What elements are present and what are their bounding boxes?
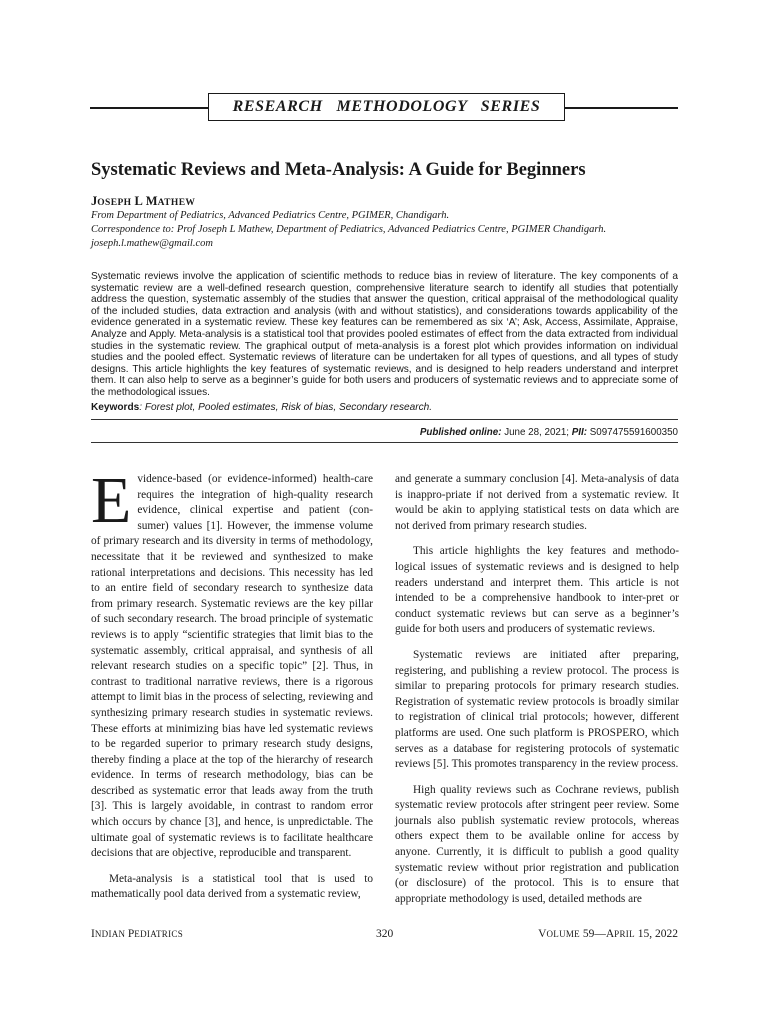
- article-title: Systematic Reviews and Meta-Analysis: A Guide for Beginners: [91, 160, 586, 180]
- paragraph: This article highlights the key features and methodo-logical issues of systematic reviews and is designed to help readers understand and interpret them. This article is not intended to be a comprehensive handbook to inter-pret or conduct systematic reviews but can serve as a beginner’s guide for both users and producers of systematic reviews.: [395, 545, 679, 636]
- author-name: JOSEPH L MATHEW: [91, 194, 196, 208]
- paragraph: and generate a summary conclusion [4]. Meta-analysis of data is inappro-priate if not derived from a systematic review. It would be akin to applying statistical tests on data which are not derived from primary research studies.: [395, 473, 679, 532]
- issue-info: VOLUME 59—APRIL 15, 2022: [538, 928, 678, 940]
- correspondence: Correspondence to: Prof Joseph L Mathew, Department of Pediatrics, Advanced Pediatrics Centre, PGIMER Chandigarh.: [91, 224, 607, 235]
- author-email[interactable]: joseph.l.mathew@gmail.com: [91, 238, 213, 249]
- keywords-label: Keywords: [91, 402, 140, 413]
- drop-cap: E: [91, 464, 132, 537]
- paragraph: Systematic reviews are initiated after preparing, registering, and publishing a review protocol. The process is similar to preparing protocols for primary research studies. Registration of systematic review protocols is broadly similar to registration of clinical trial protocols; however, different platforms are used. One such platform is PROSPERO, which serves as a database for registering protocols of systematic reviews [5]. This promotes transparency in the review process.: [395, 648, 679, 771]
- paragraph: Meta-analysis is a statistical tool that is used to mathematically pool data derived from a systematic review,: [91, 872, 373, 901]
- keywords: [91, 402, 678, 413]
- banner-rule-left: [90, 107, 208, 109]
- affiliation: From Department of Pediatrics, Advanced Pediatrics Centre, PGIMER, Chandigarh.: [91, 210, 450, 221]
- banner-rule-right: [565, 107, 678, 109]
- body-column-left: [91, 464, 373, 913]
- divider: [91, 419, 678, 420]
- page-number: 320: [376, 928, 394, 940]
- publication-info: Published online: June 28, 2021; PII: S097475591600350: [419, 427, 678, 438]
- body-column-right: [395, 472, 679, 917]
- keywords-value: : Forest plot, Pooled estimates, Risk of bias, Secondary research.: [139, 402, 433, 413]
- paragraph: High quality reviews such as Cochrane reviews, publish systematic review protocols after stringent peer review. Some journals also publish systematic review protocols, whereas others expect them to be available online for access by anyone. Currently, it is difficult to publish a good quality systematic review without prior registration and publication (or disclosure) of the protocol. This is to ensure that appropriate methodology is used, detailed methods are: [395, 783, 679, 905]
- series-banner: [90, 93, 678, 123]
- journal-name: INDIAN PEDIATRICS: [91, 928, 183, 940]
- paragraph: Evidence-based (or evidence-informed) health-care requires the integration of high-quality research evidence, clinical expertise and patient (con- sumer) values [1]. However, the immense volume of primary research and its diversity in terms of methodology, necessitate that it be reviewed and synthesized to make rational interpretations and decisions. This necessity has led to an entire field of secondary research to synthesize data from primary research. Systematic reviews are the key pillar of such secondary research. The broad principle of systematic reviews is to apply “scientific strategies that limit bias to the systematic assembly, critical appraisal, and synthesis of all relevant research studies on a specific topic” [2]. Thus, in contrast to traditional narrative reviews, there is a rigorous attempt to limit bias in the process of selecting, reviewing and synthesizing primary research studies in systematic reviews. These efforts at minimizing bias have led systematic reviews to be regarded superior to primary research study designs, thereby finding a place at the top of the hierarchy of research evidence. In terms of research methodology, bias can be described as systematic error that leads away from the truth [3]. This is largely avoidable, in contrast to random error which occurs by chance [3], and hence, is unpredictable. The ultimate goal of systematic reviews is to facilitate healthcare decisions that are objective, reproducible and transparent.: [91, 464, 373, 860]
- series-title: RESEARCH METHODOLOGY SERIES: [208, 93, 565, 121]
- abstract: Systematic reviews involve the application of scientific methods to reduce bias in review of literature. The key components of a systematic review are a well-defined research question, comprehensive literature search to identify all studies that potentially address the question, systematic assembly of the studies that answer the question, critical appraisal of the methodological quality of the included studies, data extraction and analysis (with and without statistics), and considerations towards applicability of the evidence generated in a systematic review. These key features can be remembered as six ‘A’; Ask, Access, Assimilate, Appraise, Analyze and Apply. Meta-analysis is a statistical tool that provides pooled estimates of effect from the data extracted from individual studies in the systematic review. The graphical output of meta-analysis is a forest plot which provides information on individual studies and the pooled effect. Systematic reviews of literature can be undertaken for all types of questions, and all types of study designs. This article highlights the key features of systematic reviews, and is designed to help readers understand and interpret them. It can also help to serve as a beginner’s guide for both users and producers of systematic reviews and to appreciate some of the methodological issues.: [91, 271, 678, 398]
- divider: [91, 442, 678, 443]
